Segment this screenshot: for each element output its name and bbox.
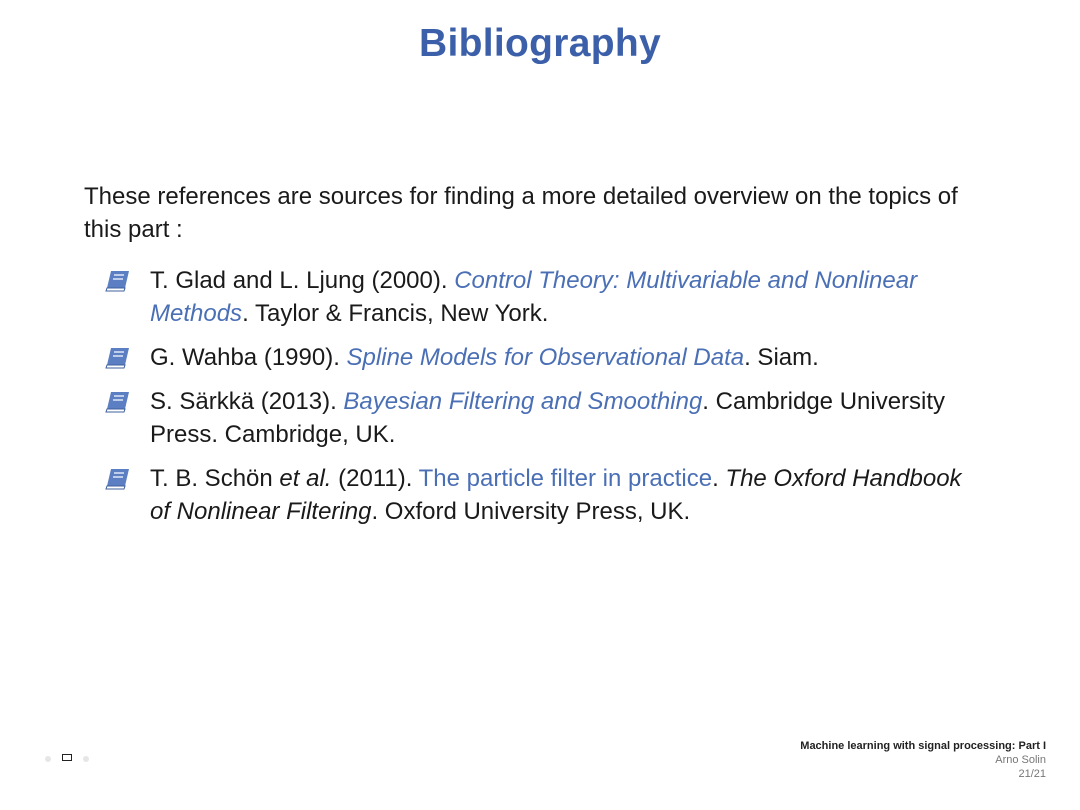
ref-rest: . Cambridge University Press. Cambridge, UK. — [150, 388, 946, 448]
reference-item — [104, 462, 964, 528]
ref-title-link[interactable]: Spline Models for Observational Data — [346, 344, 745, 371]
book-icon — [104, 467, 132, 491]
frame-icon[interactable] — [62, 754, 72, 761]
book-icon — [104, 390, 132, 414]
ref-authors: G. Wahba (1990). — [150, 344, 347, 371]
ref-rest: . Siam. — [744, 344, 819, 371]
nav-next-icon[interactable] — [83, 756, 89, 762]
ref-year: (2011). — [331, 465, 419, 492]
slide-title: Bibliography — [419, 22, 661, 65]
ref-book-title: The Oxford Handbook of Nonlinear Filtering — [150, 465, 962, 525]
nav-prev-icon[interactable] — [45, 756, 51, 762]
book-icon — [104, 269, 132, 293]
book-icon — [104, 346, 132, 370]
ref-authors: T. B. Schön — [150, 465, 280, 492]
ref-rest: . Taylor & Francis, New York. — [242, 300, 549, 327]
author-name: Arno Solin — [995, 754, 1046, 766]
ref-title-link[interactable]: Bayesian Filtering and Smoothing — [343, 388, 703, 415]
ref-title-link[interactable]: The particle filter in practice — [418, 465, 713, 492]
ref-rest: . Oxford University Press, UK. — [371, 498, 691, 525]
course-title: Machine learning with signal processing: Part I — [800, 740, 1046, 752]
ref-separator: . — [712, 465, 726, 492]
page-number: 21/21 — [1018, 768, 1046, 780]
reference-list — [104, 264, 964, 539]
ref-etal: et al. — [279, 465, 332, 492]
slide-footer — [800, 739, 1046, 781]
slide-navigation[interactable] — [43, 752, 93, 766]
reference-item — [104, 341, 964, 374]
reference-item — [104, 385, 964, 451]
reference-item — [104, 264, 964, 330]
intro-text: These references are sources for finding a more detailed overview on the topics of this part : — [84, 183, 958, 243]
ref-title-link[interactable]: Control Theory: Multivariable and Nonlinear Methods — [150, 267, 918, 327]
ref-authors: T. Glad and L. Ljung (2000). — [150, 267, 455, 294]
ref-authors: S. Särkkä (2013). — [150, 388, 344, 415]
